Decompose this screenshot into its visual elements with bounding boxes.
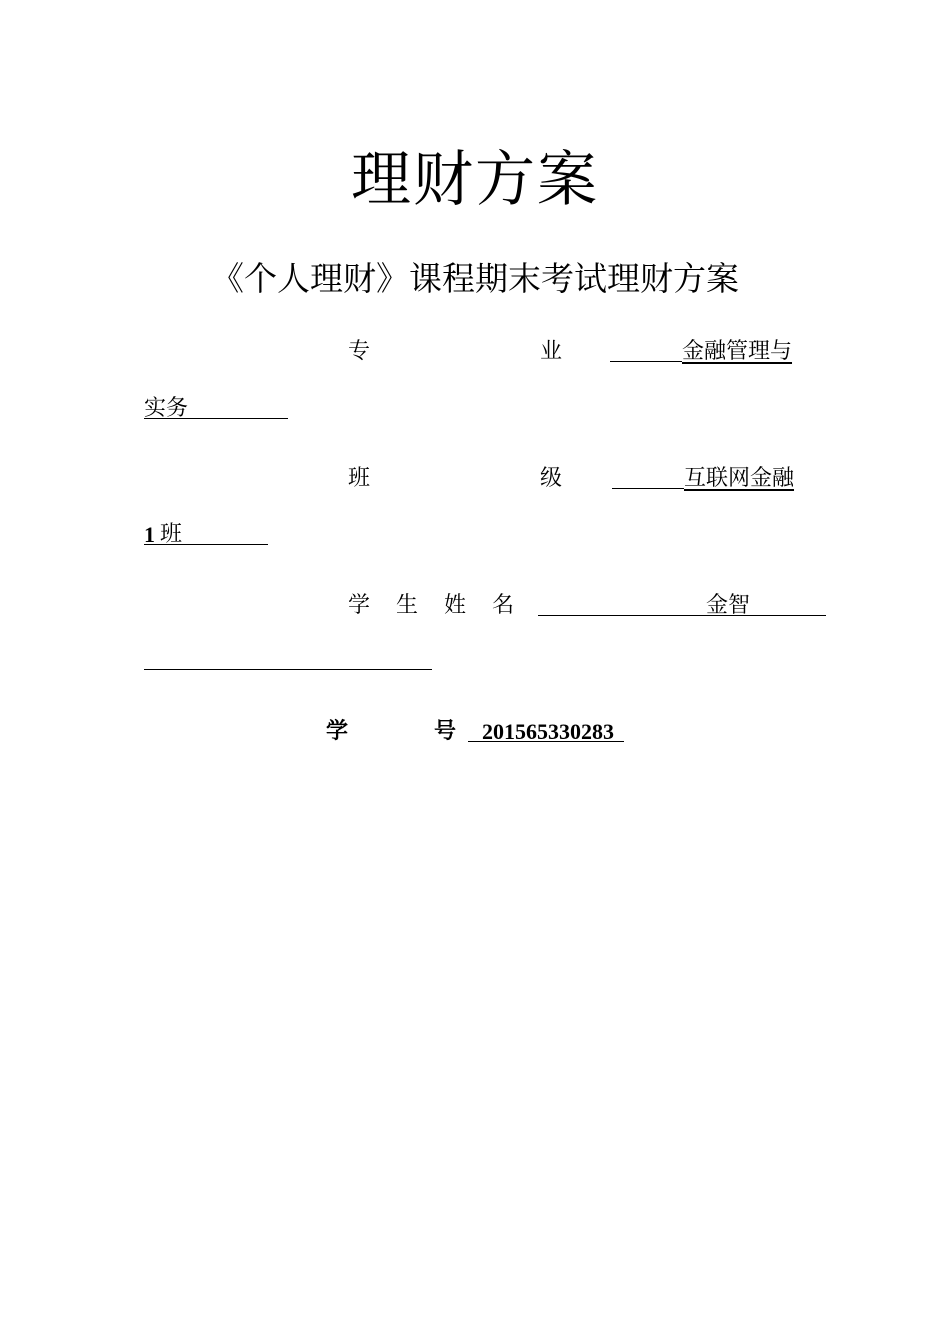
document-subtitle: 《个人理财》课程期末考试理财方案 [211, 259, 739, 298]
name-label-char-1: 学 [348, 593, 371, 618]
class-value-line-1: 互联网金融 [684, 466, 795, 491]
id-value: 201565330283 [482, 719, 614, 744]
class-underline-trailing [144, 544, 268, 545]
major-value-line-1: 金融管理与 [682, 339, 793, 364]
name-underline-continued [144, 669, 432, 670]
name-label-char-4: 名 [492, 593, 515, 618]
major-underline-trailing [144, 418, 288, 419]
name-underline [538, 615, 826, 616]
id-label-char-1: 学 [326, 719, 349, 744]
major-value-line-2: 实务 [144, 396, 189, 421]
name-label-char-2: 生 [396, 593, 419, 618]
document-title: 理财方案 [351, 145, 599, 215]
id-label-char-2: 号 [434, 719, 457, 744]
class-underline-leading [612, 488, 684, 489]
major-underline-leading [610, 361, 682, 362]
name-label-char-3: 姓 [444, 593, 467, 618]
class-label-char-1: 班 [348, 466, 371, 491]
major-label-char-1: 专 [348, 339, 371, 364]
class-value-line-2-text: 班 [160, 522, 183, 547]
name-value: 金智 [706, 593, 751, 618]
major-label-char-2: 业 [540, 339, 563, 364]
class-label-char-2: 级 [540, 466, 563, 491]
class-value-line-2-number: 1 [144, 522, 155, 547]
